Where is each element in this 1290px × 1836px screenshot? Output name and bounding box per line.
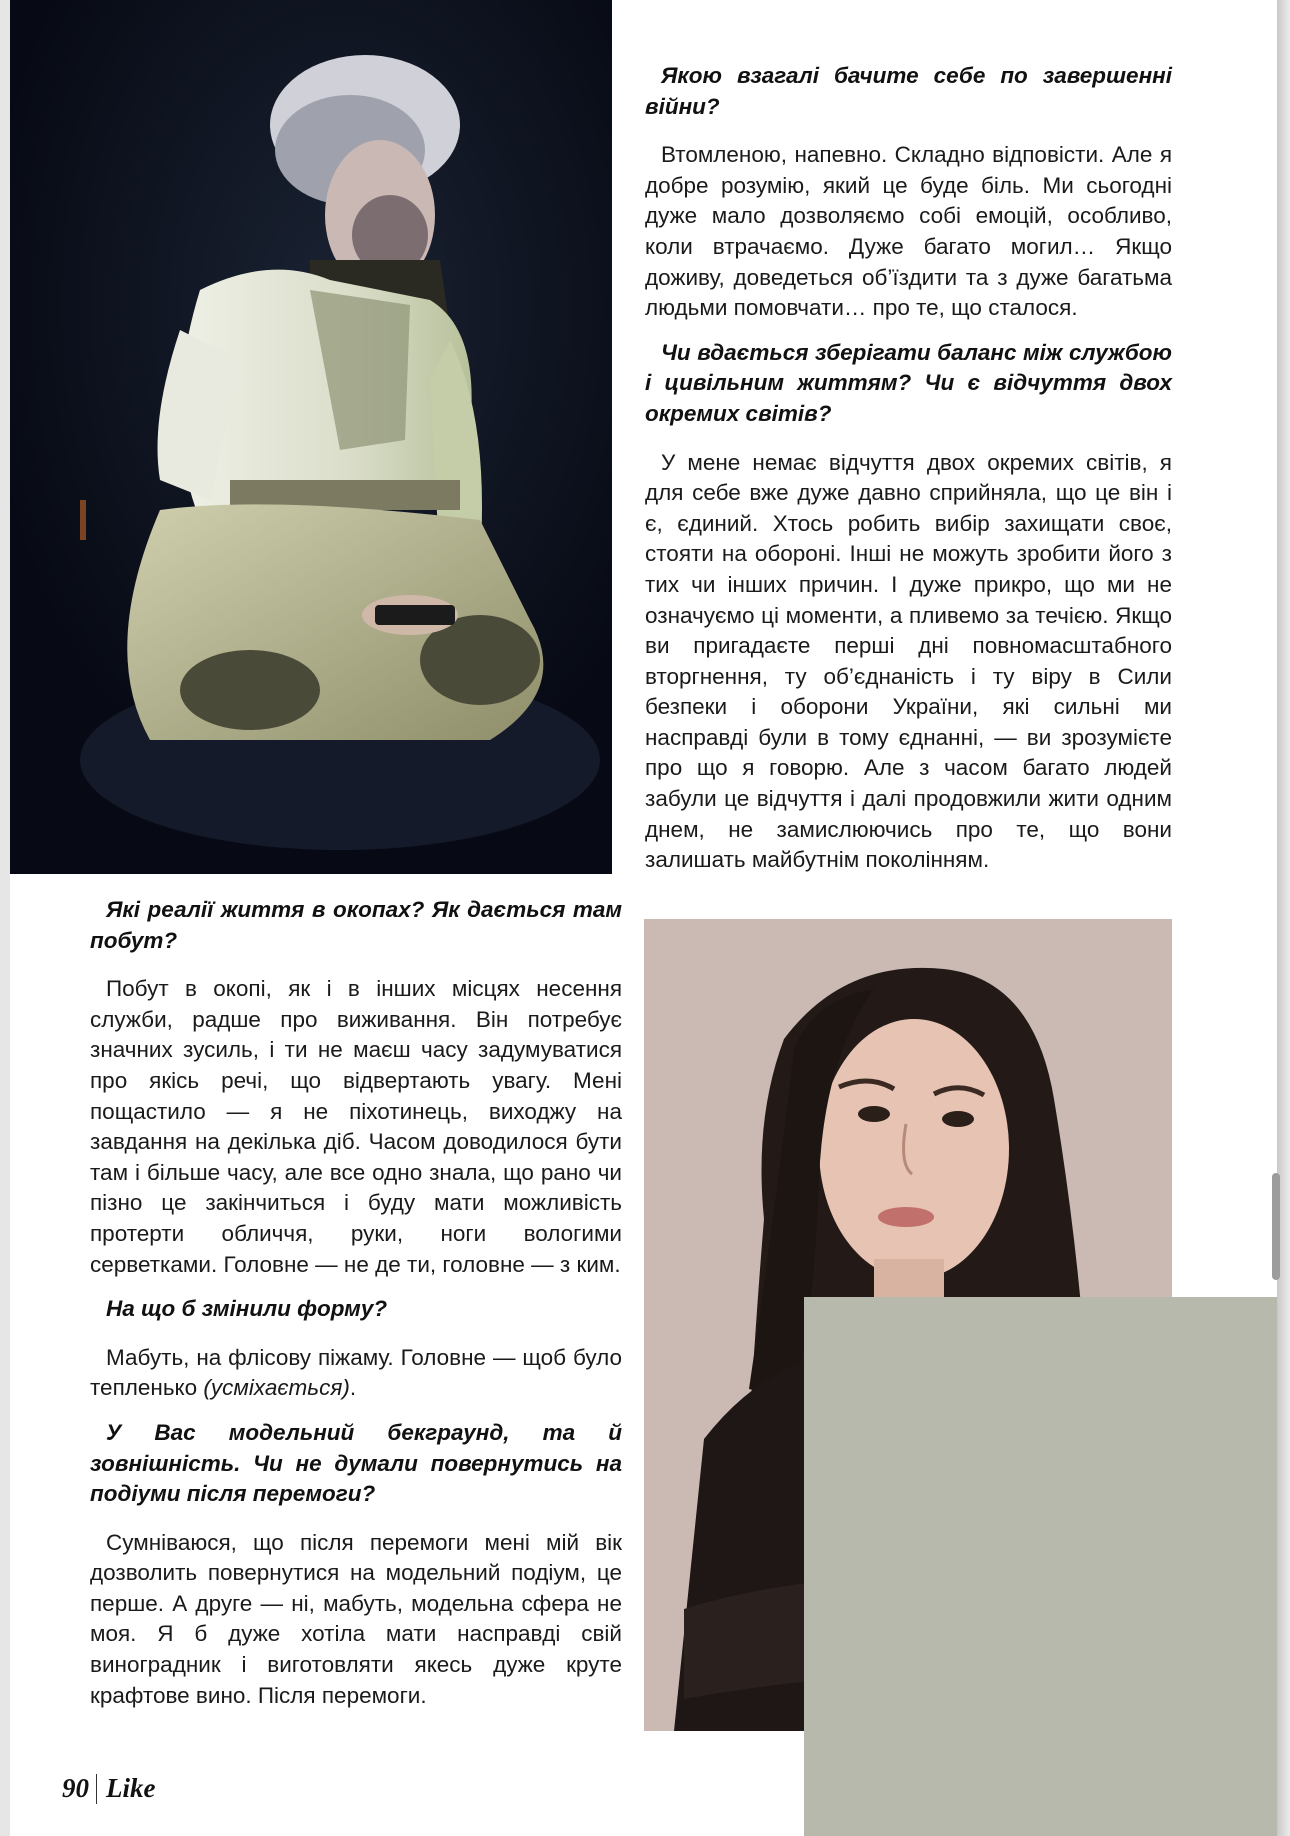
- accent-color-block: [804, 1297, 1277, 1836]
- footer-divider: [96, 1774, 97, 1804]
- answer-paragraph: У мене немає відчуття двох окремих світів, я для себе вже дуже давно сприйняла, що це він і є, єдиний. Хтось робить вибір захищати своє, стояти на обороні. Інші не можуть зробити його з тих чи інших причин. І дуже прикро, що ми не означуємо ці моменти, а пливемо за течією. Якщо ви пригадаєте перші дні повномасштабного вторгнення, ту об’єднаність і ту віру в Сили безпеки і оборони України, які сильні ми насправді були в тому єднанні, — ви зрозумієте про що я говорю. Але з часом багато людей забули це відчуття і далі продовжили жити одним днем, не замислюючись про те, що вони залишать майбутнім поколінням.: [645, 449, 1172, 873]
- question-heading: У Вас модельний бекграунд, та й зовнішність. Чи не думали повернутись на подіуми після перемоги?: [90, 1419, 622, 1507]
- question-heading: Якою взагалі бачите себе по завершенні війни?: [645, 63, 1172, 119]
- soldier-photo: [10, 0, 612, 874]
- viewer-edge: [1277, 0, 1290, 1836]
- stage-note: (усміхається): [203, 1375, 350, 1401]
- right-column-text: [645, 61, 1172, 876]
- left-column-text: [90, 895, 622, 1711]
- magazine-name: Like: [106, 1773, 156, 1803]
- answer-paragraph: [90, 1343, 622, 1404]
- answer-text: Мабуть, на флісову піжаму. Головне — щоб було тепленько: [90, 1344, 622, 1401]
- page-number: 90: [62, 1773, 89, 1803]
- magazine-page: [10, 0, 1277, 1836]
- page-footer: [62, 1773, 155, 1804]
- question-heading: Які реалії життя в окопах? Як дається там побут?: [90, 897, 622, 953]
- vertical-scrollbar[interactable]: [1272, 1173, 1280, 1280]
- soldier-photo-illustration: [10, 0, 612, 874]
- answer-paragraph: Сумніваюся, що після перемоги мені мій вік дозволить повернутися на модельний подіум, це перше. А друге — ні, мабуть, модельна сфера не моя. Я б дуже хотіла мати насправді свій виноградник і виготовляти якесь дуже круте крафтове вино. Після перемоги.: [90, 1529, 622, 1708]
- question-heading: На що б змінили форму?: [106, 1296, 388, 1322]
- answer-tail: .: [349, 1375, 357, 1401]
- answer-paragraph: Побут в окопі, як і в інших місцях несення служби, радше про виживання. Він потребує значних зусиль, і ти не маєш часу задумуватися про якісь речі, що відвертають увагу. Мені пощастило — я не піхотинець, виходжу на завдання на декілька діб. Часом доводилося бути там і більше часу, але все одно знала, що рано чи пізно це закінчиться і буду мати можливість протерти обличчя, руки, ноги вологими серветками. Головне — не де ти, головне — з ким.: [90, 976, 622, 1277]
- question-heading: Чи вдається зберігати баланс між службою і цивільним життям? Чи є відчуття двох окремих світів?: [645, 339, 1172, 426]
- answer-paragraph: Втомленою, напевно. Складно відповісти. Але я добре розумію, який це буде біль. Ми сьогодні дуже мало дозволяємо собі емоцій, особливо, коли втрачаємо. Дуже багато могил… Якщо доживу, доведеться об’їздити та з дуже багатьма людьми помовчати… про те, що сталося.: [645, 142, 1172, 321]
